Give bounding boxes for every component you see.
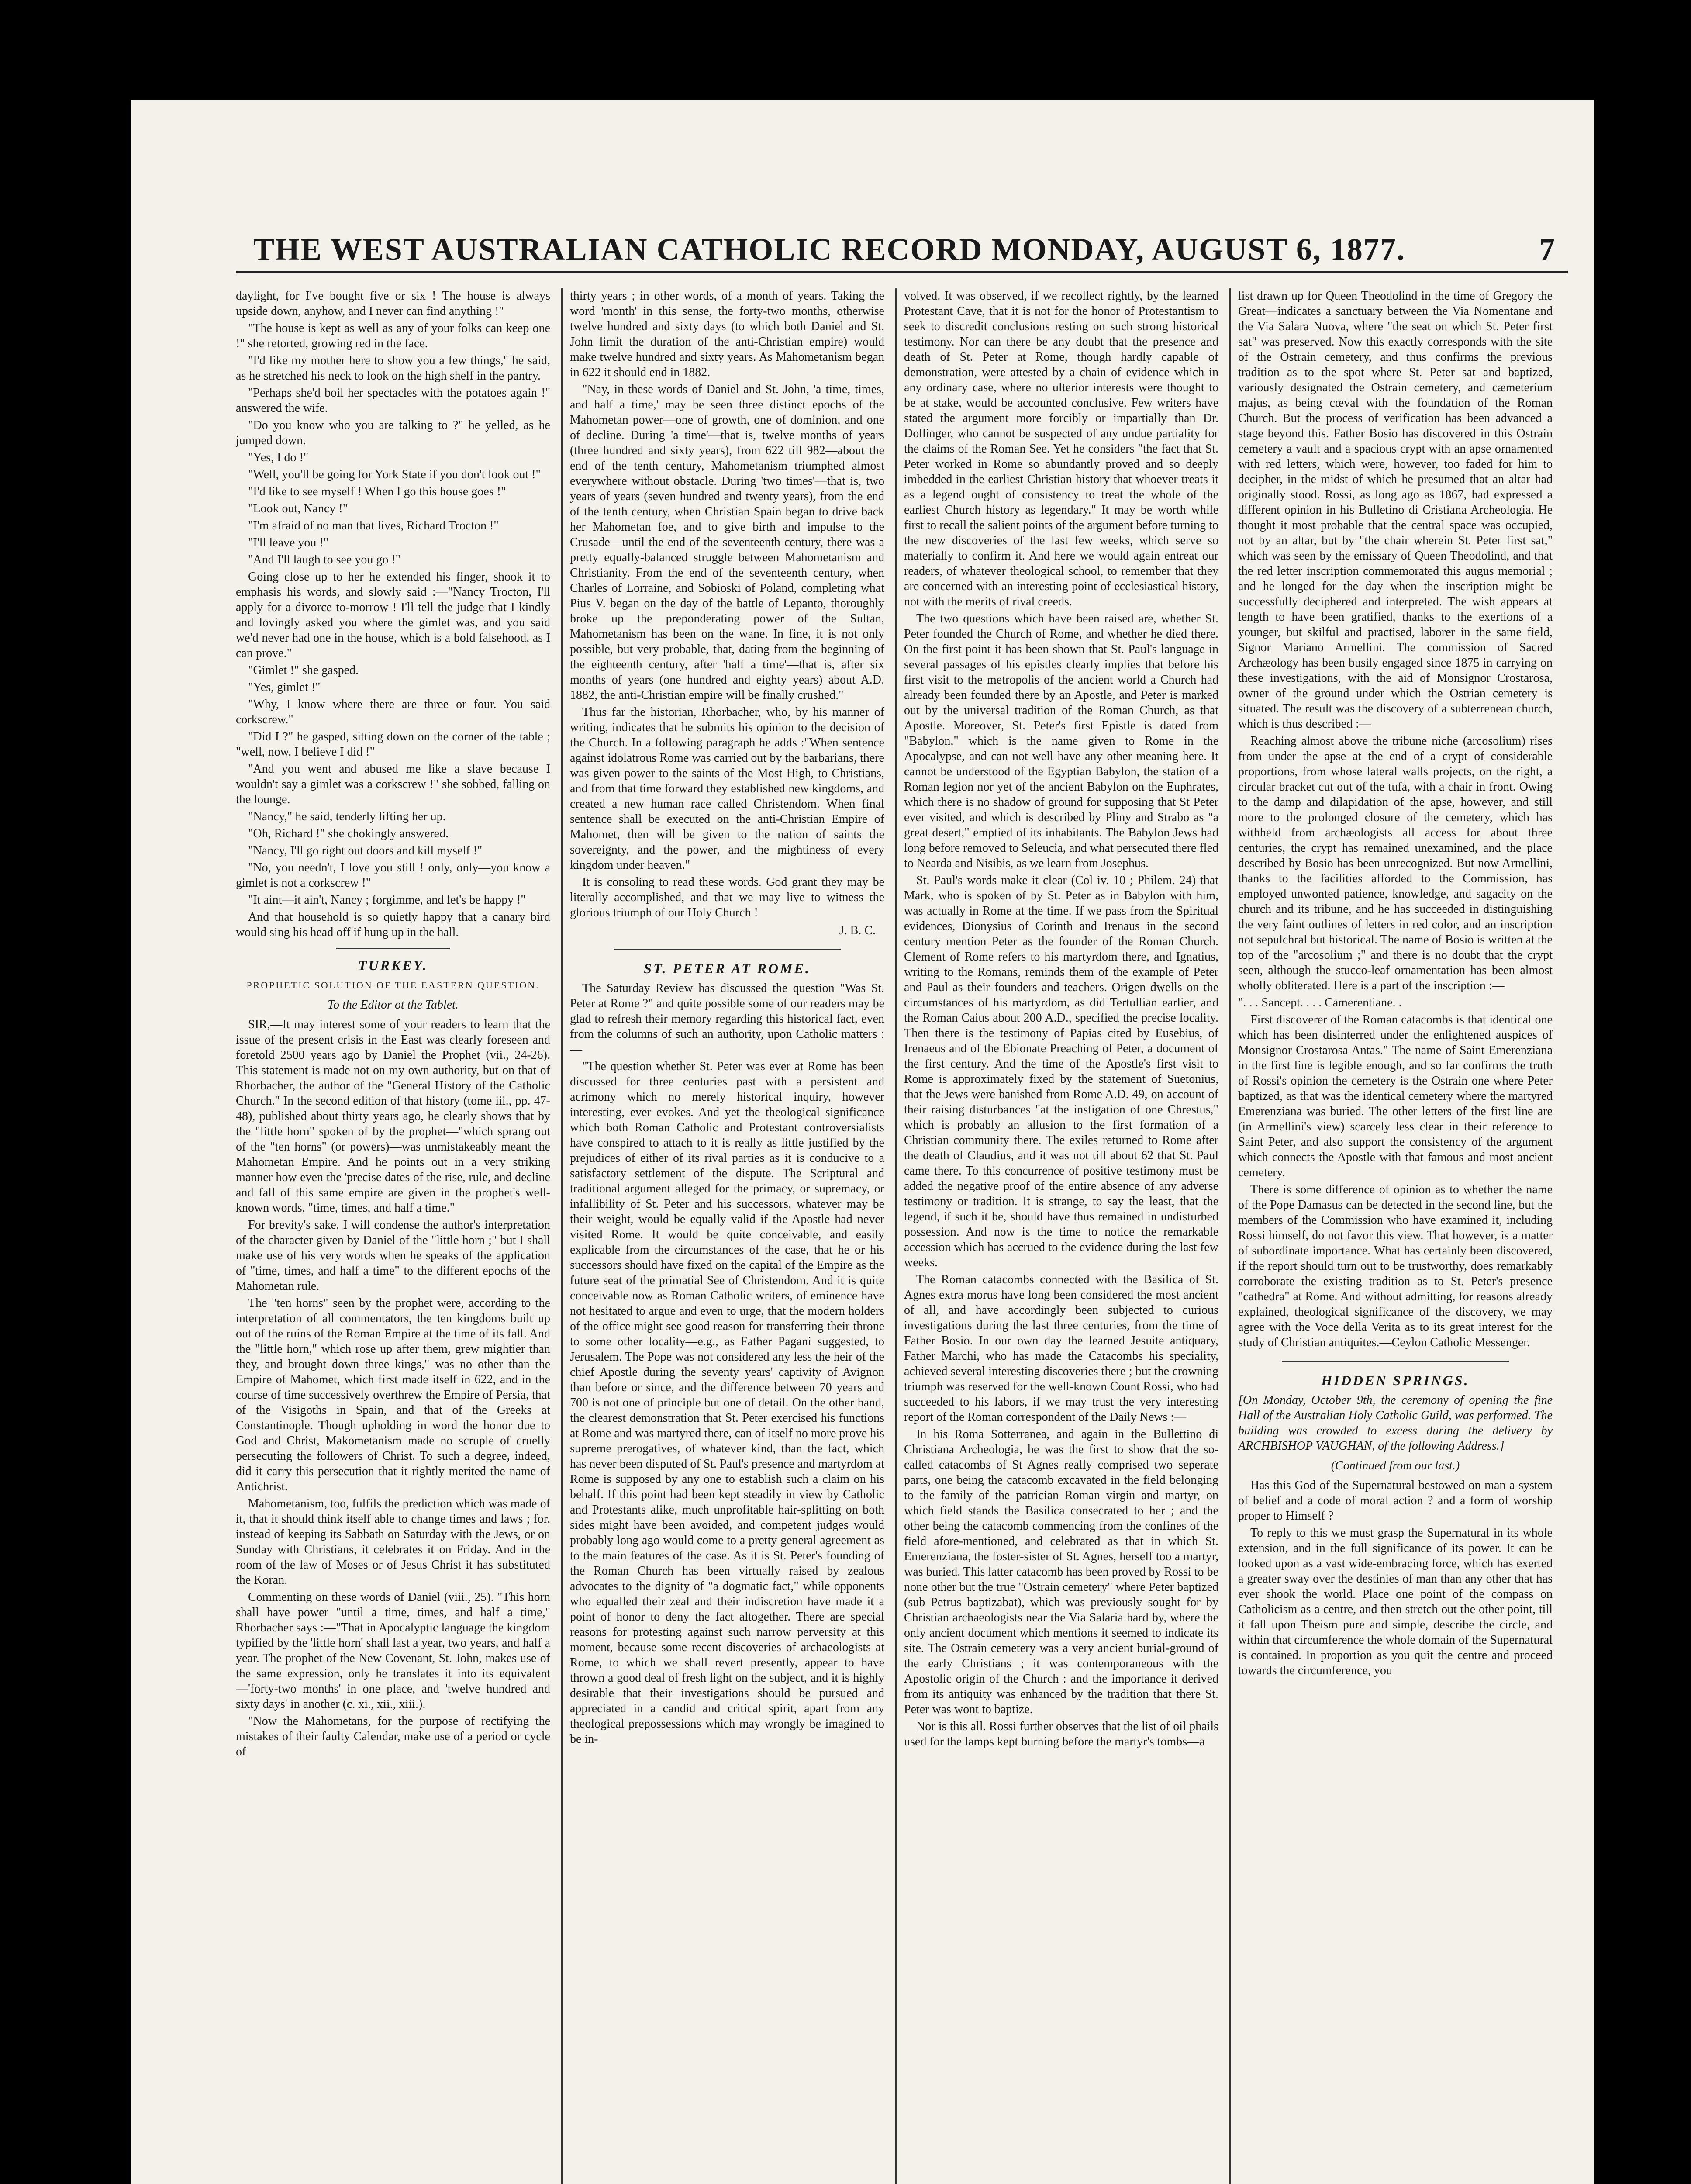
section-rule (614, 949, 841, 950)
masthead-title: THE WEST AUSTRALIAN CATHOLIC RECORD MONDAY, AUGUST 6, 1877. (253, 232, 1405, 267)
paragraph: "No, you needn't, I love you still ! only, only—you know a gimlet is not a corkscrew !" (236, 861, 550, 890)
article-heading: ST. PETER AT ROME. (644, 961, 811, 976)
paragraph: "It aint—it ain't, Nancy ; forgimme, and let's be happy !" (248, 893, 526, 907)
paragraph: The Roman catacombs connected with the Basilica of St. Agnes extra morus have long been considered the most ancient of all, and have accordingly been subjected to curious investigations during the last three centuries, from the time of Father Bosio. In our own day the learned Jesuite antiquary, Father Marchi, who has made the Catacombs his speciality, achieved several interesting discoveries there ; but the crowning triumph was reserved for the well-known Count Rossi, who had succeeded to his labors, if we may trust the very interesting report of the Roman correspondent of the Daily News :— (904, 1273, 1218, 1424)
column-4 (1238, 288, 1553, 2184)
article-intro: [On Monday, October 9th, the ceremony of opening the fine Hall of the Australian Holy Catholic Guild, was performed. The building was crowded to excess during the delivery by ARCHBISHOP VAUGHAN, of the following Address.] (1238, 1393, 1553, 1453)
continued-note: (Continued from our last.) (1331, 1459, 1460, 1472)
paragraph: "Why, I know where there are three or four. You said corkscrew." (236, 698, 550, 726)
column-1 (236, 288, 550, 2184)
article-subheading: PROPHETIC SOLUTION OF THE EASTERN QUESTION. (246, 980, 540, 991)
masthead-rule (236, 271, 1568, 273)
paragraph: Commenting on these words of Daniel (viii., 25). "This horn shall have power "until a time, times, and half a time," Rhorbacher says :—"That in Apocalyptic language the kingdom typified by the 'little horn' shall last a year, two years, and half a year. The prophet of the New Covenant, St. John, makes use of the same expression, only he translates it into its equivalent—'forty-two months' in one place, and 'twelve hundred and sixty days' in another (c. xi., xii., xiii.). (236, 1590, 550, 1711)
paragraph: "I'm afraid of no man that lives, Richard Trocton !" (248, 519, 499, 532)
paragraph: Has this God of the Supernatural bestowed on man a system of belief and a code of moral action ? and a form of worship proper to Himself ? (1238, 1479, 1553, 1523)
paragraph: "The house is kept as well as any of your folks can keep one !" she retorted, growing red in the face. (236, 321, 550, 350)
paragraph: It is consoling to read these words. God grant they may be literally accomplished, and that we may live to witness the glorious triumph of our Holy Church ! (570, 875, 884, 919)
paragraph: "Look out, Nancy !" (248, 502, 348, 515)
section-rule (1282, 1361, 1509, 1362)
paragraph: "Nancy, I'll go right out doors and kill myself !" (248, 844, 483, 857)
paragraph: The "ten horns" seen by the prophet were, according to the interpretation of all commentators, the ten kingdoms built up out of the ruins of the Roman Empire at the time of its fall. And the "little horn," which rose up after them, grew mightier than they, and brought down three kings," was no other than the Empire of Mahomet, which first made itself in 622, and in the course of time successively overthrew the Empire of Persia, that of the Visigoths in Spain, and that of the Greeks at Constantinople. Though upholding in word the honor due to God and Christ, Makometanism made no scruple of cruelly persecuting the followers of Christ. To such a degree, indeed, did it carry this persecution that it rightly merited the name of Antichrist. (236, 1296, 550, 1493)
paragraph: "Did I ?" he gasped, sitting down on the corner of the table ; "well, now, I believe I did !" (236, 730, 550, 759)
column-divider (1229, 288, 1231, 2184)
paragraph: Nor is this all. Rossi further observes that the list of oil phails used for the lamps kept burning before the martyr's tombs—a (904, 1720, 1218, 1749)
paragraph: "The question whether St. Peter was ever at Rome has been discussed for three centuries past with a persistent and acrimony which no merely historical inquiry, however interesting, ever evokes. And yet the theological significance which both Roman Catholic and Protestant controversialists have conspired to attach to it is really as little justified by the prejudices of either of its rival parties as it is conducive to a satisfactory settlement of the dispute. The Scriptural and traditional argument alleged for the primacy, or supremacy, or infallibility of St. Peter and his successors, whatever may be their weight, would be equally valid if the Apostle had never visited Rome. It would be quite conceivable, and easily explicable from the circumstances of the case, that he or his successors should have fixed on the capital of the Empire as the future seat of the primatial See of Christendom. And it is quite conceivable now as Roman Catholic writers, of eminence have not hesitated to argue and even to urge, that the modern holders of the office might see good reason for transferring their throne to some other locality—e.g., as Father Pagani suggested, to Jerusalem. The Pope was not considered any less the heir of the chief Apostle during the seventy years' captivity of Avignon than before or since, and the difference between 70 years and 700 is not one of principle but one of detail. On the other hand, the clearest demonstration that St. Peter exercised his functions at Rome and was martyred there, can of itself no more prove his supreme prerogatives, of whatever kind, than the fact, which has never been disputed of St. Paul's presence and martyrdom at Rome is supposed by any one to establish such a claim on his behalf. If this point had been kept steadily in view by Catholic and Protestants alike, much unprofitable hair-splitting on both sides might have been avoided, and competent judges would probably long ago would come to a pretty general agreement as to the main features of the case. As it is St. Peter's founding of the Roman Church has been virtually raised by zealous advocates to the dignity of "a dogmatic fact," while opponents who equalled their zeal and their indiscretion have made it a point of honor to deny the fact altogether. There are special reasons for protesting against such narrow perversity at this moment, because some recent discoveries of archaeologists at Rome, to which we shall revert presently, appear to have thrown a good deal of fresh light on the subject, and it is highly desirable that their investigations should be pursued and appreciated in a candid and critical spirit, apart from any theological prepossessions which may wrongly be imagined to be in- (570, 1060, 884, 1746)
paragraph: In his Roma Sotterranea, and again in the Bullettino di Christiana Archeologia, he was the first to show that the so-called catacombs of St Agnes really comprised two seperate parts, one being the catacomb excavated in the field belonging to the family of the patrician Roman virgin and martyr, on which field stands the Basilica consecrated to her ; and the other being the catacomb commencing from the confines of the field afore-mentioned, and celebrated as that in which St. Emerenziana, the foster-sister of St. Agnes, herself too a martyr, was buried. This latter catacomb has been proved by Rossi to be none other but the true "Ostrain cemetery" where Peter baptized (sub Petrus baptizabat), which was previously sought for by Christian archaeologists near the Via Salaria hard by, where the only ancient document which mentions it seemed to indicate its site. The Ostrain cemetery was a very ancient burial-ground of the early Christians ; it was contemporaneous with the Apostolic origin of the Church : and the importance it derived from its antiquity was enhanced by the tradition that there St. Peter was wont to baptize. (904, 1427, 1218, 1716)
paragraph: "Nancy," he said, tenderly lifting her up. (248, 810, 446, 823)
paragraph: "Nay, in these words of Daniel and St. John, 'a time, times, and half a time,' may be seen three distinct epochs of the Mahometan power—one of growth, one of dominion, and one of decline. During 'a time'—that is, twelve months of years (three hundred and sixty years), from 622 till 982—about the end of the tenth century, Mahometanism triumphed almost everywhere without obstacle. During 'two times'—that is, two years of years (seven hundred and twenty years), from the end of the tenth century, when Christian Spain began to drive back her Mahometan foe, and to give birth and impulse to the Crusade—until the end of the seventeenth century, there was a pretty equally-balanced struggle between Mahometanism and Christianity. From the end of the seventeenth century, when Charles of Lorraine, and Sobioski of Poland, completing what Pius V. began on the day of the battle of Lepanto, thoroughly broke up the preponderating power of the Sultan, Mahometanism has been on the wane. In fine, it is not only possible, but very probable, that, dating from the beginning of the eighteenth century, after 'half a time'—that is, after six months of years (one hundred and eighty years) about A.D. 1882, the anti-Christian empire will be finally crushed." (570, 383, 884, 702)
paragraph: thirty years ; in other words, of a month of years. Taking the word 'month' in this sense, the forty-two months, otherwise twelve hundred and sixty days (to which both Daniel and St. John limit the duration of the anti-Christian empire) would make twelve hundred and sixty years. As Mahometanism began in 622 it should end in 1882. (570, 289, 884, 379)
paragraph: "Yes, I do !" (248, 451, 309, 464)
column-2 (570, 288, 884, 2184)
paragraph: To reply to this we must grasp the Supernatural in its whole extension, and in the full significance of its power. It can be looked upon as a vast wide-embracing force, which has exerted a greater sway over the destinies of man than any other that has ever shook the world. Place one point of the compass on Catholicism as a centre, and then stretch out the other point, till it fall upon Theism pure and simple, describe the circle, and within that circumference the whole domain of the Supernatural is contained. In proportion as you quit the centre and proceed towards the circumference, you (1238, 1526, 1553, 1677)
paragraph: "Do you know who you are talking to ?" he yelled, as he jumped down. (236, 418, 550, 447)
paragraph: list drawn up for Queen Theodolind in the time of Gregory the Great—indicates a sanctuary between the Via Nomentane and the Via Salara Nuova, where "the seat on which St. Peter first sat" was preserved. Now this exactly corresponds with the site of the Ostrain cemetery, and thus confirms the previous tradition as to the spot where St. Peter sat and baptized, variously designated the Ostrain cemetery, and cæmeterium majus, as being cœval with the foundation of the Roman Church. But the process of verification has been advanced a stage beyond this. Father Bosio has discovered in this Ostrain cemetery a vault and a spacious crypt with an apse ornamented with red letters, which were, however, too faded for him to decipher, in the midst of which he presumed that an altar had originally stood. Rossi, as long ago as 1867, had expressed a different opinion in his Bulletino di Cristiana Archeologia. He thought it most probable that the central space was occupied, not by an altar, but by "the chair wherein St. Peter first sat," which was seen by the emissary of Queen Theodolind, and that the red letter inscription commemorated this augus memorial ; and he longed for the day when the inscription might be successfully deciphered and interpreted. The wish appears at length to have been gratified, thanks to the exertions of a younger, but skilful and practised, laborer in the same field, Signor Mariano Armellini. The commission of Sacred Archæology has been busily engaged since 1875 in carrying on these investigations, with the aid of Monsignor Crostarosa, owner of the ground under which the Ostrian cemetery is situated. The result was the discovery of a subterrenean church, which is thus described :— (1238, 289, 1553, 731)
section-rule (336, 948, 450, 949)
paragraph: There is some difference of opinion as to whether the name of the Pope Damasus can be detected in the second line, but the members of the Commission who have examined it, including Rossi himself, do not favor this view. That however, is a matter of subordinate importance. What has certainly been discovered, if the report should turn out to be trustworthy, does remarkably corroborate the existing tradition as to St. Peter's presence "cathedra" at Rome. And without admitting, for reasons already explained, theological significance of the discovery, we may agree with the Voce della Verita as to its great interest for the study of Christian antiquites.—Ceylon Catholic Messenger. (1238, 1183, 1553, 1349)
paragraph: "I'd like my mother here to show you a few things," he said, as he stretched his neck to look on the high shelf in the pantry. (236, 354, 550, 383)
article-heading: TURKEY. (358, 957, 428, 973)
paragraph: volved. It was observed, if we recollect rightly, by the learned Protestant Cave, that it is not for the honor of Protestantism to seek to discredit conclusions resting on such strong historical testimony. Nor can there be any doubt that the presence and death of St. Peter at Rome, though hardly capable of demonstration, were attested by a chain of evidence which in any ordinary case, where no ulterior interests were thought to be at stake, would be accounted conclusive. Few writers have stated the argument more forcibly or impartially than Dr. Dollinger, who cannot be suspected of any undue partiality for the claims of the Roman See. Yet he considers "the fact that St. Peter worked in Rome so abundantly proved and so deeply imbedded in the earliest Christian history that whoever treats it as a legend ought of consistency to treat the whole of the earliest Church history as legendary." It may be worth while first to recall the salient points of the argument before turning to the new discoveries of the last few weeks, which serve so materially to confirm it. And here we would again entreat our readers, of whatever theological school, to remember that they are concerned with an interesting point of ecclesiastical history, not with the merits of rival creeds. (904, 289, 1218, 608)
paragraph: "I'd like to see myself ! When I go this house goes !" (248, 485, 506, 498)
newspaper-page (131, 100, 1594, 2184)
column-3 (904, 288, 1218, 2184)
paragraph: Reaching almost above the tribune niche (arcosolium) rises from under the apse at the end of a crypt of considerable proportions, from whose lateral walls projects, on the right, a circular bracket cut out of the tufa, with a chair in front. Owing to the damp and dilapidation of the apse, however, and still more to the prolonged closure of the cemetery, which has withheld from archæologists all access for about three centuries, the crypt has remained unexamined, and the place described by Bosio has been unrecognized. But now Armellini, thanks to the facilities afforded to the Commission, has employed unwonted patience, knowledge, and sagacity on the church and its tribune, and he has succeeded in distinguishing the very faint outlines of letters in red color, and an inscription not sepulchral but historical. The name of Bosio is written at the top of the "arcosolium ;" and there is no doubt that the crypt seen, although the stucco-leaf ornamentation has been almost wholly obliterated. Here is a part of the inscription :— (1238, 734, 1553, 992)
paragraph: The two questions which have been raised are, whether St. Peter founded the Church of Rome, and whether he died there. On the first point it has been shown that St. Paul's language in several passages of his epistles clearly implies that before his first visit to the metropolis of the ancient world a Church had already been founded there by an Apostle, and Peter is marked out by the universal tradition of the Roman Church, as that Apostle. Moreover, St. Peter's first Epistle is dated from "Babylon," which is the name given to Rome in the Apocalypse, and can not well have any other meaning here. It cannot be understood of the Egyptian Babylon, the station of a Roman legion nor yet of the ancient Babylon on the Euphrates, which there is no shadow of ground for supposing that St Peter ever visited, and which is described by Pliny and Strabo as "a great desert," emptied of its inhabitants. The Babylon Jews had long before removed to Seleucia, and what persecuted there fled to Nearda and Nisibis, as we learn from Josephus. (904, 612, 1218, 870)
column-divider (561, 288, 563, 2184)
paragraph: "Well, you'll be going for York State if you don't look out !" (248, 468, 541, 481)
article-address: To the Editor ot the Tablet. (328, 998, 459, 1012)
paragraph: daylight, for I've bought five or six ! The house is always upside down, anyhow, and I never can find anything !" (236, 289, 550, 318)
page-number: 7 (1539, 232, 1555, 267)
paragraph: "Perhaps she'd boil her spectacles with the potatoes again !" answered the wife. (236, 386, 550, 415)
paragraph: "Gimlet !" she gasped. (248, 663, 359, 677)
paragraph: The Saturday Review has discussed the question "Was St. Peter at Rome ?" and quite possible some of our readers may be glad to refresh their memory regarding this historical fact, even from the columns of such an authority, upon Catholic matters :— (570, 981, 884, 1056)
signature: J. B. C. (839, 924, 876, 937)
paragraph: Going close up to her he extended his finger, shook it to emphasis his words, and slowly said :—"Nancy Trocton, I'll apply for a divorce to-morrow ! I'll tell the judge that I kindly and lovingly asked you where the gimlet was, and you said we'd never had one in the house, which is a bold falsehood, as I can prove." (236, 570, 550, 660)
paragraph: Mahometanism, too, fulfils the prediction which was made of it, that it should think itself able to change times and laws ; for, instead of keeping its Sabbath on Saturday with the Jews, or on Sunday with Christians, it celebrates it on Friday. And in the room of the law of Moses or of Jesus Christ it has substituted the Koran. (236, 1497, 550, 1587)
article-heading: HIDDEN SPRINGS. (1321, 1372, 1470, 1388)
paragraph: "Oh, Richard !" she chokingly answered. (248, 827, 449, 840)
paragraph: St. Paul's words make it clear (Col iv. 10 ; Philem. 24) that Mark, who is spoken of by St. Peter as in Babylon with him, was actually in Rome at the time. If we pass from the Spiritual evidences, Dionysius of Corinth and Irenaus in the second century mention Peter as the founder of the Roman Church. Clement of Rome refers to his martyrdom there, and Ignatius, writing to the Romans, reminds them of the example of Peter and Paul as their founders and teachers. Origen dwells on the circumstances of his martyrdom, as did Tertullian earlier, and the Roman Caius about 200 A.D., specified the precise locality. Then there is the testimony of Papias cited by Eusebius, of Irenaeus and of the Ebionate Preaching of Peter, a document of the first century. And the time of the Apostle's first visit to Rome is approximately fixed by the statement of Suetonius, that the Jews were banished from Rome A.D. 49, on account of their raising disturbances "at the instigation of one Chrestus," which is probably an allusion to the first formation of a Christian community there. The exiles returned to Rome after the death of Claudius, and it was not till about 62 that St. Paul came there. To this concurrence of positive testimony must be added the negative proof of the entire absence of any adverse testimony or tradition. It is strange, to say the least, that the legend, if such it be, should have thus remained in undisturbed possession. And now is the time to notice the remarkable accession which has accrued to the evidence during the last few weeks. (904, 874, 1218, 1269)
paragraph: "Yes, gimlet !" (248, 681, 321, 694)
paragraph: For brevity's sake, I will condense the author's interpretation of the character given by Daniel of the "little horn ;" but I shall make use of his very words when he speaks of the application of "time, times, and half a time" to the different epochs of the Mahometan rule. (236, 1218, 550, 1293)
paragraph: SIR,—It may interest some of your readers to learn that the issue of the present crisis in the East was clearly foreseen and foretold 2500 years ago by Daniel the Prophet (vii., 24-26). This statement is made not on my own authority, but on that of Rhorbacher, the author of the "General History of the Catholic Church." In the second edition of that history (tome iii., pp. 47-48), published about thirty years ago, he clearly shows that by the "little horn" spoken of by the prophet—"which sprang out of the "ten horns" (or powers)—was unmistakeably meant the Mahometan Empire. And he points out in a very striking manner how even the 'precise dates of the rise, rule, and decline and fall of this same empire are given in the prophet's well-known words, "time, times, and half a time." (236, 1018, 550, 1215)
paragraph: First discoverer of the Roman catacombs is that identical one which has been disinterred under the enlightened auspices of Monsignor Crostarosa Antas." The name of Saint Emerenziana in the first line is legible enough, and so far confirms the truth of Rossi's opinion the cemetery is the Ostrain one where Peter baptized, as that was the identical cemetery where the martyred Emerenziana was buried. The other letters of the first line are (in Armellini's view) scarcely less clear in their reference to Saint Peter, and also support the consistency of the argument which connects the Apostle with that famous and most ancient cemetery. (1238, 1013, 1553, 1179)
paragraph: "And you went and abused me like a slave because I wouldn't say a gimlet was a corkscrew !" she sobbed, falling on the lounge. (236, 762, 550, 806)
masthead (131, 232, 1594, 271)
paragraph: And that household is so quietly happy that a canary bird would sing his head off if hung up in the hall. (236, 910, 550, 939)
paragraph: "I'll leave you !" (248, 536, 329, 549)
paragraph: ". . . Sancept. . . . Camerentiane. . (1238, 996, 1402, 1009)
paragraph: "Now the Mahometans, for the purpose of rectifying the mistakes of their faulty Calendar, make use of a period or cycle of (236, 1714, 550, 1759)
paragraph: Thus far the historian, Rhorbacher, who, by his manner of writing, indicates that he submits his opinion to the decision of the Church. In a following paragraph he adds :"When sentence against idolatrous Rome was carried out by the barbarians, there was given power to the saints of the Most High, to Christians, and from that time forward they established new kingdoms, and created a new human race called Christendom. When final sentence shall be executed on the anti-Christian Empire of Mahomet, then will be given to the nation of saints the sovereignty, and the power, and the mightiness of every kingdom under heaven." (570, 705, 884, 872)
column-divider (895, 288, 897, 2184)
paragraph: "And I'll laugh to see you go !" (248, 553, 401, 567)
